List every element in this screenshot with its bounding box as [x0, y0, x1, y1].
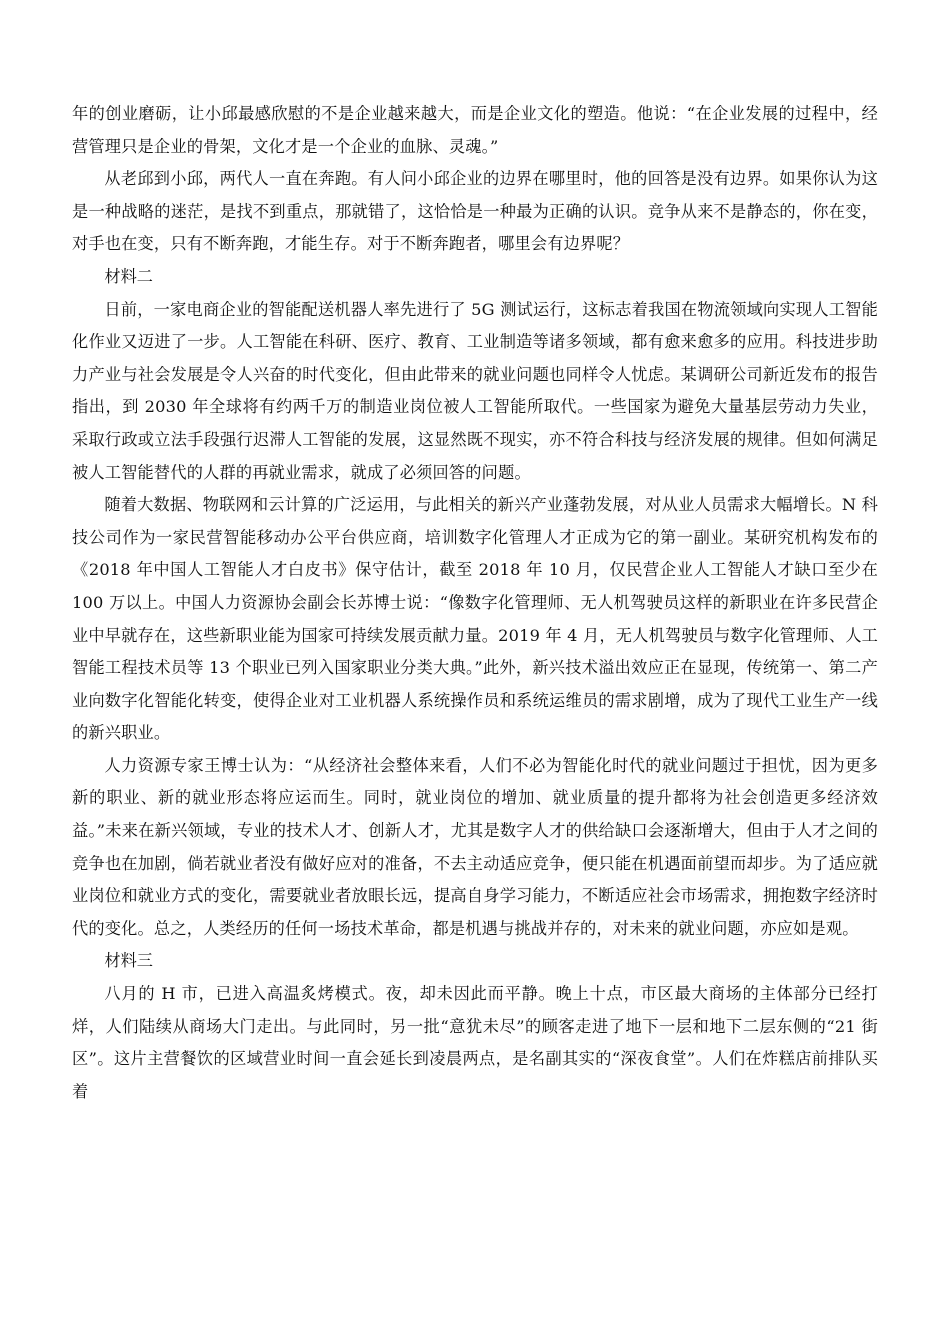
- section-heading-material-3: 材料三: [104, 951, 153, 971]
- paragraph-2: 从老邱到小邱，两代人一直在奔跑。有人问小邱企业的边界在哪里时，他的回答是没有边界。如果你认为这是一种战略的迷茫，是找不到重点，那就错了，这恰恰是一种最为正确的认识。竞争从来不是静态的，你在变，对手也在变，只有不断奔跑，才能生存。对于不断奔跑者，哪里会有边界呢？: [72, 169, 878, 254]
- paragraph-3: 日前，一家电商企业的智能配送机器人率先进行了 5G 测试运行，这标志着我国在物流领域向实现人工智能化作业又迈进了一步。人工智能在科研、医疗、教育、工业制造等诸多领域，都有愈来愈多的应用。科技进步助力产业与社会发展是令人兴奋的时代变化，但由此带来的就业问题也同样令人忧虑。某调研公司新近发布的报告指出，到 2030 年全球将有约两千万的制造业岗位被人工智能所取代。一些国家为避免大量基层劳动力失业，采取行政或立法手段强行迟滞人工智能的发展，这显然既不现实，亦不符合科技与经济发展的规律。但如何满足被人工智能替代的人群的再就业需求，就成了必须回答的问题。: [72, 299, 878, 482]
- paragraph-5: 人力资源专家王博士认为：“从经济社会整体来看，人们不必为智能化时代的就业问题过于担忧，因为更多新的职业、新的就业形态将应运而生。同时，就业岗位的增加、就业质量的提升都将为社会创造更多经济效益。”未来在新兴领域，专业的技术人才、创新人才，尤其是数字人才的供给缺口会逐渐增大，但由于人才之间的竞争也在加剧，倘若就业者没有做好应对的准备，不去主动适应竞争，便只能在机遇面前望而却步。为了适应就业岗位和就业方式的变化，需要就业者放眼长远，提高自身学习能力，不断适应社会市场需求，拥抱数字经济时代的变化。总之，人类经历的任何一场技术革命，都是机遇与挑战并存的，对未来的就业问题，亦应如是观。: [72, 755, 878, 938]
- paragraph-1: 年的创业磨砺，让小邱最感欣慰的不是企业越来越大，而是企业文化的塑造。他说：“在企业发展的过程中，经营管理只是企业的骨架，文化才是一个企业的血脉、灵魂。”: [72, 104, 878, 156]
- paragraph-4: 随着大数据、物联网和云计算的广泛运用，与此相关的新兴产业蓬勃发展，对从业人员需求大幅增长。N 科技公司作为一家民营智能移动办公平台供应商，培训数字化管理人才正成为它的第一副业。某研究机构发布的《2018 年中国人工智能人才白皮书》保守估计，截至 2018 年 10 月，仅民营企业人工智能人才缺口至少在 100 万以上。中国人力资源协会副会长苏博士说：“像数字化管理师、无人机驾驶员这样的新职业在许多民营企业中早就存在，这些新职业能为国家可持续发展贡献力量。2019 年 4 月，无人机驾驶员与数字化管理师、人工智能工程技术员等 13 个职业已列入国家职业分类大典。”此外，新兴技术溢出效应正在显现，传统第一、第二产业向数字化智能化转变，使得企业对工业机器人系统操作员和系统运维员的需求剧增，成为了现代工业生产一线的新兴职业。: [72, 495, 878, 743]
- document-page: [72, 98, 878, 1108]
- paragraph-6: 八月的 H 市，已进入高温炙烤模式。夜，却未因此而平静。晚上十点，市区最大商场的主体部分已经打烊，人们陆续从商场大门走出。与此同时，另一批“意犹未尽”的顾客走进了地下一层和地下二层东侧的“21 街区”。这片主营餐饮的区域营业时间一直会延长到凌晨两点，是名副其实的“深夜食堂”。人们在炸糕店前排队买着: [72, 984, 878, 1101]
- section-heading-material-2: 材料二: [104, 266, 153, 286]
